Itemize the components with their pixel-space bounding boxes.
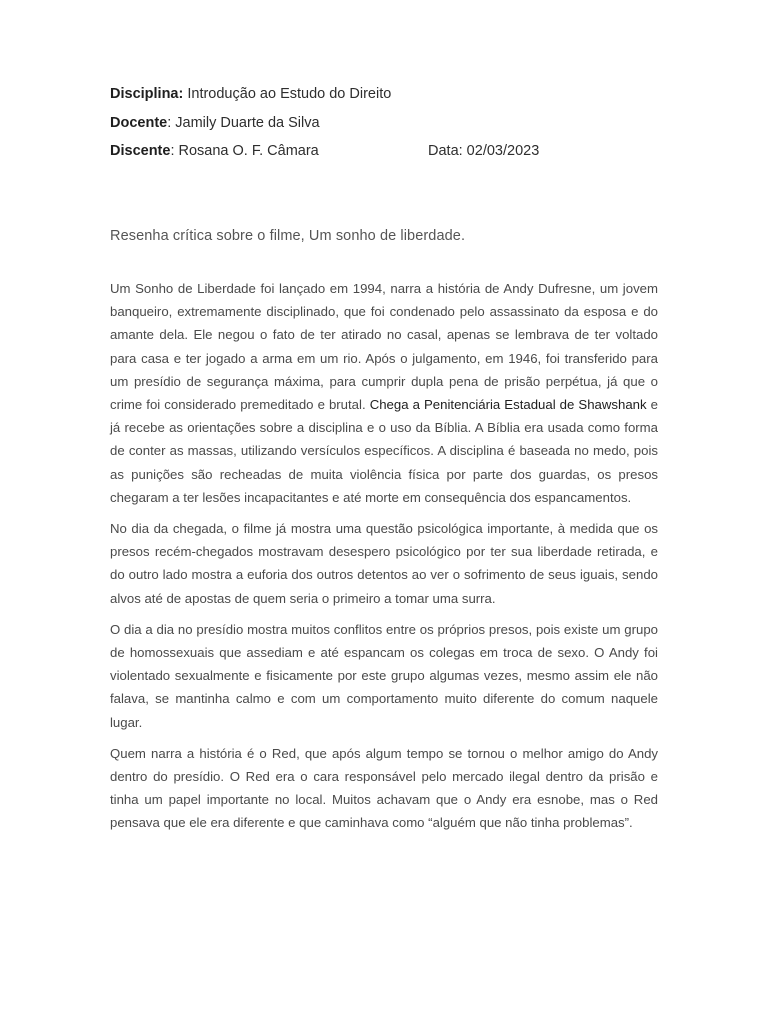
paragraph-1-part-a: Um Sonho de Liberdade foi lançado em 1994, narra a história de Andy Dufresne, um jovem banqueiro, extremamente disciplinado, que foi condenado pelo assassinato da esposa e do amante dela. Ele negou o fato de ter atirado no casal, apenas se lembrava de ter voltado para casa e ter jogado a arma em um rio. Após o julgamento, em 1946, foi transferido para um presídio de segurança máxima, para cumprir dupla pena de prisão perpétua, já que o crime foi considerado premeditado e brutal. (110, 281, 658, 413)
paragraph-4: Quem narra a história é o Red, que após algum tempo se tornou o melhor amigo do Andy dentro do presídio. O Red era o cara responsável pelo mercado ilegal dentro da prisão e tinha um papel importante no local. Muitos achavam que o Andy era esnobe, mas o Red pensava que ele era diferente e que caminhava como “alguém que não tinha problemas”. (110, 745, 658, 831)
discente-label: Discente (110, 143, 171, 159)
paragraph-1-highlight: Chega a Penitenciária Estadual de Shawshank (369, 397, 647, 413)
disciplina-line (110, 84, 658, 104)
docente-label: Docente (110, 114, 168, 131)
docente-line (110, 113, 658, 133)
paragraph-3: O dia a dia no presídio mostra muitos conflitos entre os próprios presos, pois existe um grupo de homossexuais que assediam e até espancam os colegas em troca de sexo. O Andy foi violentado sexualmente e fisicamente por este grupo algumas vezes, mesmo assim ele não falava, se mantinha calmo e com um comportamento muito diferente do comum naquele lugar. (110, 621, 658, 730)
paragraph-2: No dia da chegada, o filme já mostra uma questão psicológica importante, à medida que os presos recém-chegados mostravam desespero psicológico por ter sua liberdade retirada, e do outro lado mostra a euforia dos outros detentos ao ver o sofrimento de seus iguais, sendo alvos até de apostas de quem seria o primeiro a tomar uma surra. (110, 521, 658, 606)
paragraph-1-part-c: e já recebe as orientações sobre a disciplina e o uso da Bíblia. A Bíblia era usada como forma de conter as massas, utilizando versículos específicos. A disciplina é baseada no medo, pois as punições são recheadas de muita violência física por parte dos guardas, os presos chegaram a ter lesões incapacitantes e até morte em consequência dos espancamentos. (110, 397, 659, 505)
docente-value: : Jamily Duarte da Silva (167, 114, 320, 131)
discente-value: : Rosana O. F. Câmara (170, 143, 319, 159)
document-page (110, 84, 658, 843)
date-text: Data: 02/03/2023 (428, 143, 540, 159)
review-title: Resenha crítica sobre o filme, Um sonho de liberdade. (110, 228, 466, 244)
discente-line (110, 141, 658, 161)
disciplina-value: Introdução ao Estudo do Direito (183, 86, 392, 102)
disciplina-label: Disciplina: (110, 86, 184, 102)
paragraph-1 (110, 277, 658, 509)
review-body (110, 277, 658, 835)
